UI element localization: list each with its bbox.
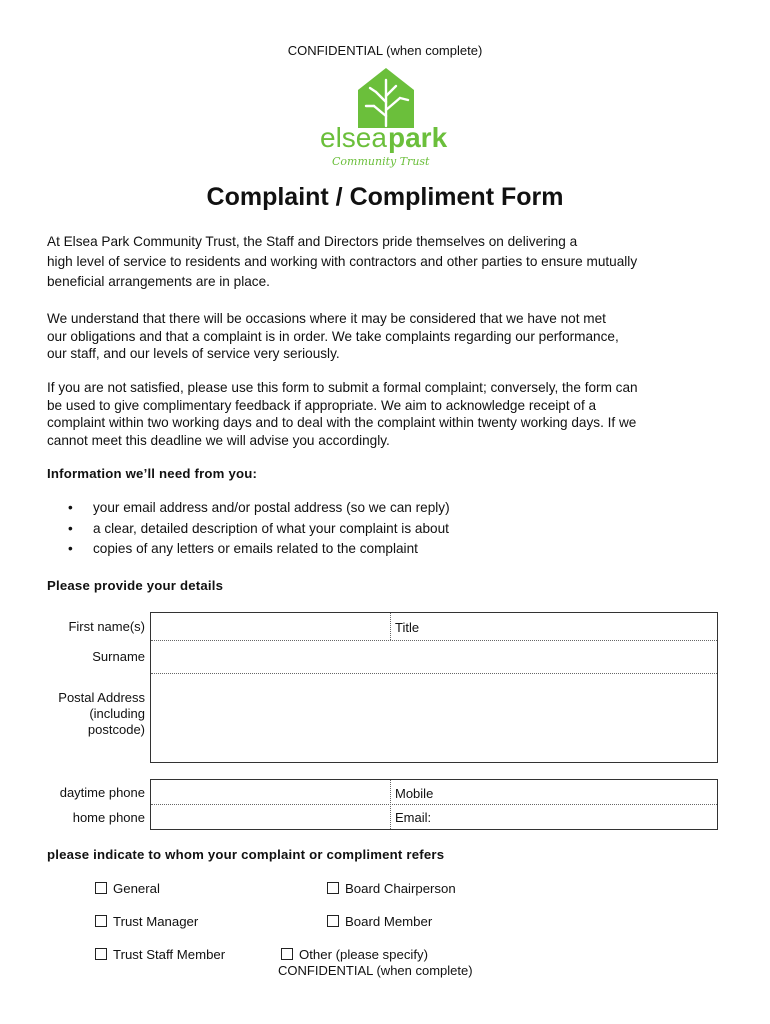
home-phone-label: home phone bbox=[72, 810, 145, 825]
refers-heading: please indicate to whom your complaint or compliment refers bbox=[47, 847, 445, 862]
title-label: Title bbox=[395, 620, 420, 635]
process-line: cannot meet this deadline we will advise you accordingly. bbox=[47, 432, 390, 448]
process-line: If you are not satisfied, please use this form to submit a formal complaint; conversely, the form can bbox=[47, 380, 638, 395]
checkbox-icon[interactable] bbox=[281, 948, 293, 960]
intro-paragraph bbox=[47, 232, 727, 292]
confidential-footer: CONFIDENTIAL (when complete) bbox=[278, 963, 473, 978]
process-line: be used to give complimentary feedback if appropriate. We aim to acknowledge receipt of a bbox=[47, 397, 597, 413]
info-list bbox=[68, 500, 450, 562]
tree-house-icon bbox=[316, 66, 456, 176]
email-label: Email: bbox=[395, 810, 432, 825]
elsea-park-logo bbox=[316, 66, 456, 176]
option-label: Trust Manager bbox=[113, 914, 199, 929]
title-field[interactable] bbox=[391, 613, 717, 640]
option-trust-manager[interactable] bbox=[95, 914, 198, 929]
intro-line: At Elsea Park Community Trust, the Staff and Directors pride themselves on delivering a bbox=[47, 234, 578, 249]
intro-line: beneficial arrangements are in place. bbox=[47, 274, 270, 289]
daytime-phone-field[interactable] bbox=[151, 780, 391, 804]
logo-tagline: Community Trust bbox=[332, 155, 430, 168]
postal-address-label-1: Postal Address bbox=[58, 690, 145, 705]
option-board-member[interactable] bbox=[327, 914, 432, 929]
info-heading: Information we’ll need from you: bbox=[47, 466, 258, 481]
mobile-label: Mobile bbox=[395, 786, 434, 801]
list-item: • your email address and/or postal address (so we can reply) bbox=[68, 500, 450, 521]
checkbox-icon[interactable] bbox=[327, 915, 339, 927]
checkbox-icon[interactable] bbox=[95, 915, 107, 927]
mobile-field[interactable] bbox=[391, 780, 717, 804]
option-general[interactable] bbox=[95, 881, 160, 896]
intro-line: high level of service to residents and working with contractors and other parties to ensure mutually bbox=[47, 254, 638, 269]
home-phone-field[interactable] bbox=[151, 805, 391, 829]
postal-address-label-2: (including bbox=[89, 706, 145, 721]
option-label: General bbox=[113, 881, 160, 896]
postal-address-field[interactable] bbox=[151, 674, 717, 762]
obligations-line: our staff, and our levels of service very seriously. bbox=[47, 346, 340, 361]
option-label: Board Chairperson bbox=[345, 881, 456, 896]
obligations-line: We understand that there will be occasions where it may be considered that we have not met bbox=[47, 311, 606, 326]
option-board-chairperson[interactable] bbox=[327, 881, 456, 896]
logo-text-park: park bbox=[388, 122, 448, 153]
daytime-phone-label: daytime phone bbox=[59, 785, 145, 800]
contact-table bbox=[150, 779, 718, 830]
option-trust-staff-member[interactable] bbox=[95, 947, 225, 962]
checkbox-icon[interactable] bbox=[95, 882, 107, 894]
process-line: complaint within two working days and to deal with the complaint within twenty working days. If we bbox=[47, 415, 637, 430]
details-heading: Please provide your details bbox=[47, 578, 224, 593]
email-field[interactable] bbox=[391, 805, 717, 829]
form-title: Complaint / Compliment Form bbox=[206, 183, 564, 211]
first-names-label: First name(s) bbox=[68, 619, 145, 634]
option-label: Board Member bbox=[345, 914, 433, 929]
logo-text-elsea: elsea bbox=[320, 122, 387, 153]
first-names-field[interactable] bbox=[151, 613, 391, 640]
postal-address-label-3: postcode) bbox=[87, 722, 145, 737]
list-item: • copies of any letters or emails related to the complaint bbox=[68, 541, 450, 562]
checkbox-icon[interactable] bbox=[327, 882, 339, 894]
process-paragraph bbox=[47, 379, 727, 449]
obligations-paragraph bbox=[47, 310, 727, 363]
surname-label: Surname bbox=[92, 649, 145, 664]
list-item: • a clear, detailed description of what your complaint is about bbox=[68, 521, 450, 542]
surname-field[interactable] bbox=[151, 641, 717, 673]
option-label: Trust Staff Member bbox=[113, 947, 226, 962]
option-other[interactable] bbox=[281, 947, 428, 962]
obligations-line: our obligations and that a complaint is in order. We take complaints regarding our performance, bbox=[47, 328, 619, 344]
checkbox-icon[interactable] bbox=[95, 948, 107, 960]
confidential-header: CONFIDENTIAL (when complete) bbox=[287, 43, 483, 58]
option-label: Other (please specify) bbox=[299, 947, 428, 962]
details-table bbox=[150, 612, 718, 763]
